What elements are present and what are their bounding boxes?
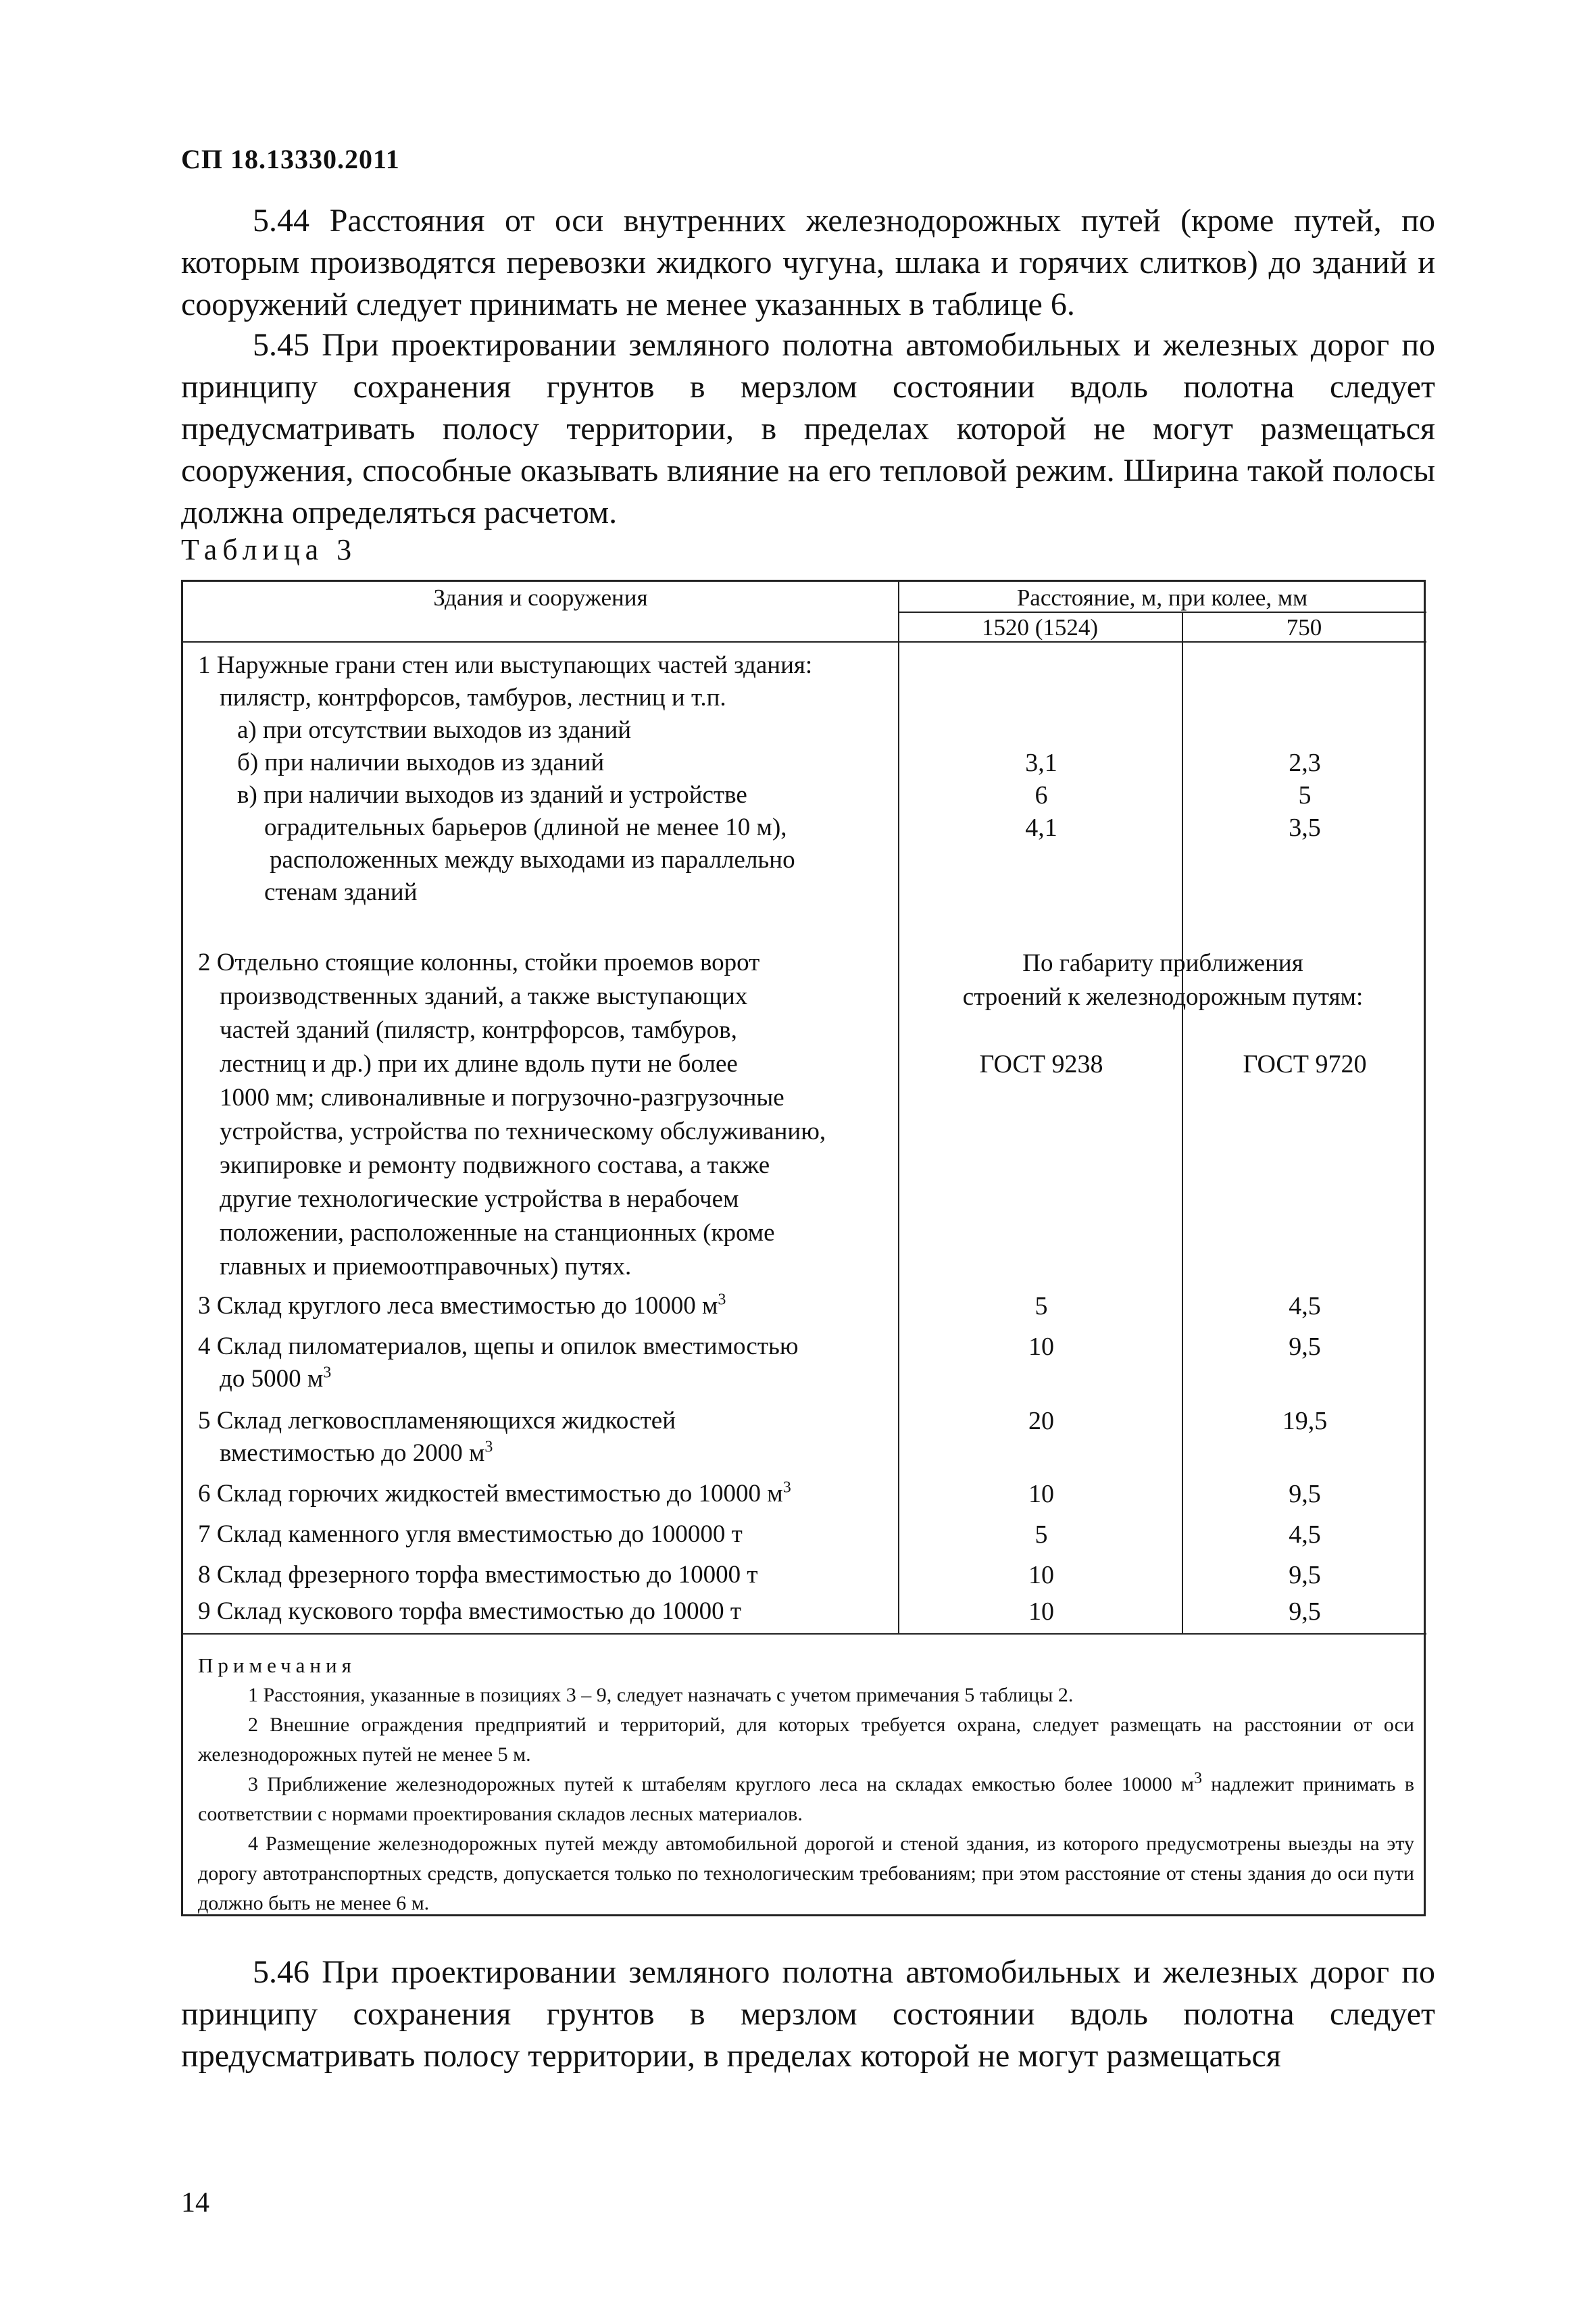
row1-value-1520: 4,1 bbox=[1025, 814, 1057, 842]
row1-line: 1 Наружные грани стен или выступающих частей здания: bbox=[198, 651, 813, 679]
table-3 bbox=[181, 580, 1426, 1916]
row2-line: частей зданий (пилястр, контрфорсов, тамбуров, bbox=[220, 1016, 737, 1044]
row1-value-1520: 6 bbox=[1034, 781, 1048, 810]
page-number: 14 bbox=[181, 2187, 209, 2218]
row6-value-750: 9,5 bbox=[1289, 1480, 1321, 1508]
note-2: 2 Внешние ограждения предприятий и территорий, для которых требуется охрана, следует размещать на расстоянии от оси железнодорожных путей не менее 5 м. bbox=[198, 1714, 1414, 1766]
row7-value-1520: 5 bbox=[1034, 1520, 1048, 1549]
row2-line: 1000 мм; сливоналивные и погрузочно-разгрузочные bbox=[220, 1084, 784, 1112]
row4-line2: до 5000 $м^3$ bbox=[220, 1364, 332, 1393]
row1-value-1520: 3,1 bbox=[1025, 749, 1057, 777]
row9-text: 9 Склад кускового торфа вместимостью до 10000 т bbox=[198, 1597, 742, 1625]
row2-line: устройства, устройства по техническому обслуживанию, bbox=[220, 1118, 826, 1145]
note-1: 1 Расстояния, указанные в позициях 3 – 9, следует назначать с учетом примечания 5 таблицы 2. bbox=[248, 1684, 1074, 1706]
row1-line: стенам зданий bbox=[264, 878, 418, 906]
row2-line: производственных зданий, а также выступающих bbox=[220, 982, 748, 1010]
row8-value-1520: 10 bbox=[1028, 1561, 1054, 1589]
header-gauge-1520: 1520 (1524) bbox=[981, 614, 1099, 641]
table-notes bbox=[198, 1651, 1414, 1918]
row1-line: а) при отсутствии выходов из зданий bbox=[237, 716, 632, 744]
row2-line: лестниц и др.) при их длине вдоль пути не более bbox=[220, 1050, 738, 1078]
table-caption: Таблица 3 bbox=[181, 533, 357, 566]
row7-value-750: 4,5 bbox=[1289, 1520, 1321, 1549]
paragraph-5-45: 5.45 При проектировании земляного полотна автомобильных и железных дорог по принципу сохранения грунтов в мерзлом состоянии вдоль полотна следует предусматривать полосу территории, в пределах которой не могут размещаться сооружения, способные оказывать влияние на его тепловой режим. Ширина такой полосы должна определяться расчетом. bbox=[181, 327, 1435, 530]
note-4: 4 Размещение железнодорожных путей между автомобильной дорогой и стеной здания, из которого предусмотрены выезды на эту дорогу автотранспортных средств, допускается только по технологическим требованиям; при этом расстояние от стены здания до оси пути должно быть не менее 6 м. bbox=[198, 1833, 1414, 1914]
header-distance-group: Расстояние, м, при колее, мм bbox=[1016, 584, 1308, 611]
table-divider bbox=[183, 1633, 1426, 1635]
document-code: СП 18.13330.2011 bbox=[181, 144, 400, 174]
row1-value-750: 2,3 bbox=[1289, 749, 1321, 777]
row6-value-1520: 10 bbox=[1028, 1480, 1054, 1508]
row2-gabarit-line2: строений к железнодорожным путям: bbox=[962, 983, 1364, 1011]
row4-line1: 4 Склад пиломатериалов, щепы и опилок вместимостью bbox=[198, 1333, 799, 1360]
row2-line: экипировке и ремонту подвижного состава, а также bbox=[220, 1151, 770, 1179]
row3-text: 3 Склад круглого леса вместимостью до 10000 $м^3$ bbox=[198, 1291, 726, 1320]
row3-value-750: 4,5 bbox=[1289, 1292, 1321, 1320]
row5-value-750: 19,5 bbox=[1282, 1407, 1328, 1435]
row3-value-1520: 5 bbox=[1034, 1292, 1048, 1320]
row5-line2: вместимостью до 2000 $м^3$ bbox=[220, 1438, 493, 1467]
row1-value-750: 5 bbox=[1298, 781, 1312, 810]
row9-value-750: 9,5 bbox=[1289, 1597, 1321, 1626]
row6-text: 6 Склад горючих жидкостей вместимостью до 10000 $м^3$ bbox=[198, 1478, 791, 1508]
row1-line: пилястр, контрфорсов, тамбуров, лестниц и т.п. bbox=[220, 684, 726, 712]
paragraph-5-46: 5.46 При проектировании земляного полотна автомобильных и железных дорог по принципу сохранения грунтов в мерзлом состоянии вдоль полотна следует предусматривать полосу территории, в пределах которой не могут размещаться bbox=[181, 1954, 1435, 2074]
row4-value-1520: 10 bbox=[1028, 1333, 1054, 1361]
table-divider bbox=[1182, 612, 1183, 1633]
header-buildings: Здания и сооружения bbox=[433, 584, 648, 611]
row8-value-750: 9,5 bbox=[1289, 1561, 1321, 1589]
row7-text: 7 Склад каменного угля вместимостью до 100000 т bbox=[198, 1520, 743, 1548]
note-3: 3 Приближение железнодорожных путей к штабелям круглого леса на складах емкостью более 10000 $м^3$ надлежит принимать в соответствии с нормами проектирования складов лесных материалов. bbox=[198, 1770, 1414, 1825]
row2-line: главных и приемоотправочных) путях. bbox=[220, 1253, 632, 1280]
paragraph-5-44: 5.44 Расстояния от оси внутренних железнодорожных путей (кроме путей, по которым производятся перевозки жидкого чугуна, шлака и горячих слитков) до зданий и сооружений следует принимать не менее указанных в таблице 6. bbox=[181, 203, 1435, 322]
row1-value-750: 3,5 bbox=[1289, 814, 1321, 842]
row2-line: другие технологические устройства в нерабочем bbox=[220, 1185, 739, 1213]
row8-text: 8 Склад фрезерного торфа вместимостью до 10000 т bbox=[198, 1561, 758, 1589]
row5-line1: 5 Склад легковоспламеняющихся жидкостей bbox=[198, 1407, 676, 1435]
row2-value-1520: ГОСТ 9238 bbox=[979, 1050, 1103, 1078]
row2-gabarit-line1: По габариту приближения bbox=[1022, 949, 1303, 977]
row2-value-750: ГОСТ 9720 bbox=[1243, 1050, 1367, 1078]
row1-line: в) при наличии выходов из зданий и устройстве bbox=[237, 781, 747, 809]
row1-line: оградительных барьеров (длиной не менее 10 м), bbox=[264, 814, 787, 841]
row2-line: положении, расположенные на станционных (кроме bbox=[220, 1219, 775, 1247]
header-gauge-750: 750 bbox=[1286, 614, 1322, 641]
row5-value-1520: 20 bbox=[1028, 1407, 1054, 1435]
row1-line: расположенных между выходами из параллельно bbox=[270, 846, 795, 874]
row4-value-750: 9,5 bbox=[1289, 1333, 1321, 1361]
row2-line: 2 Отдельно стоящие колонны, стойки проемов ворот bbox=[198, 949, 760, 976]
row9-value-1520: 10 bbox=[1028, 1597, 1054, 1626]
row1-line: б) при наличии выходов из зданий bbox=[237, 749, 605, 776]
notes-title: Примечания bbox=[198, 1653, 356, 1677]
